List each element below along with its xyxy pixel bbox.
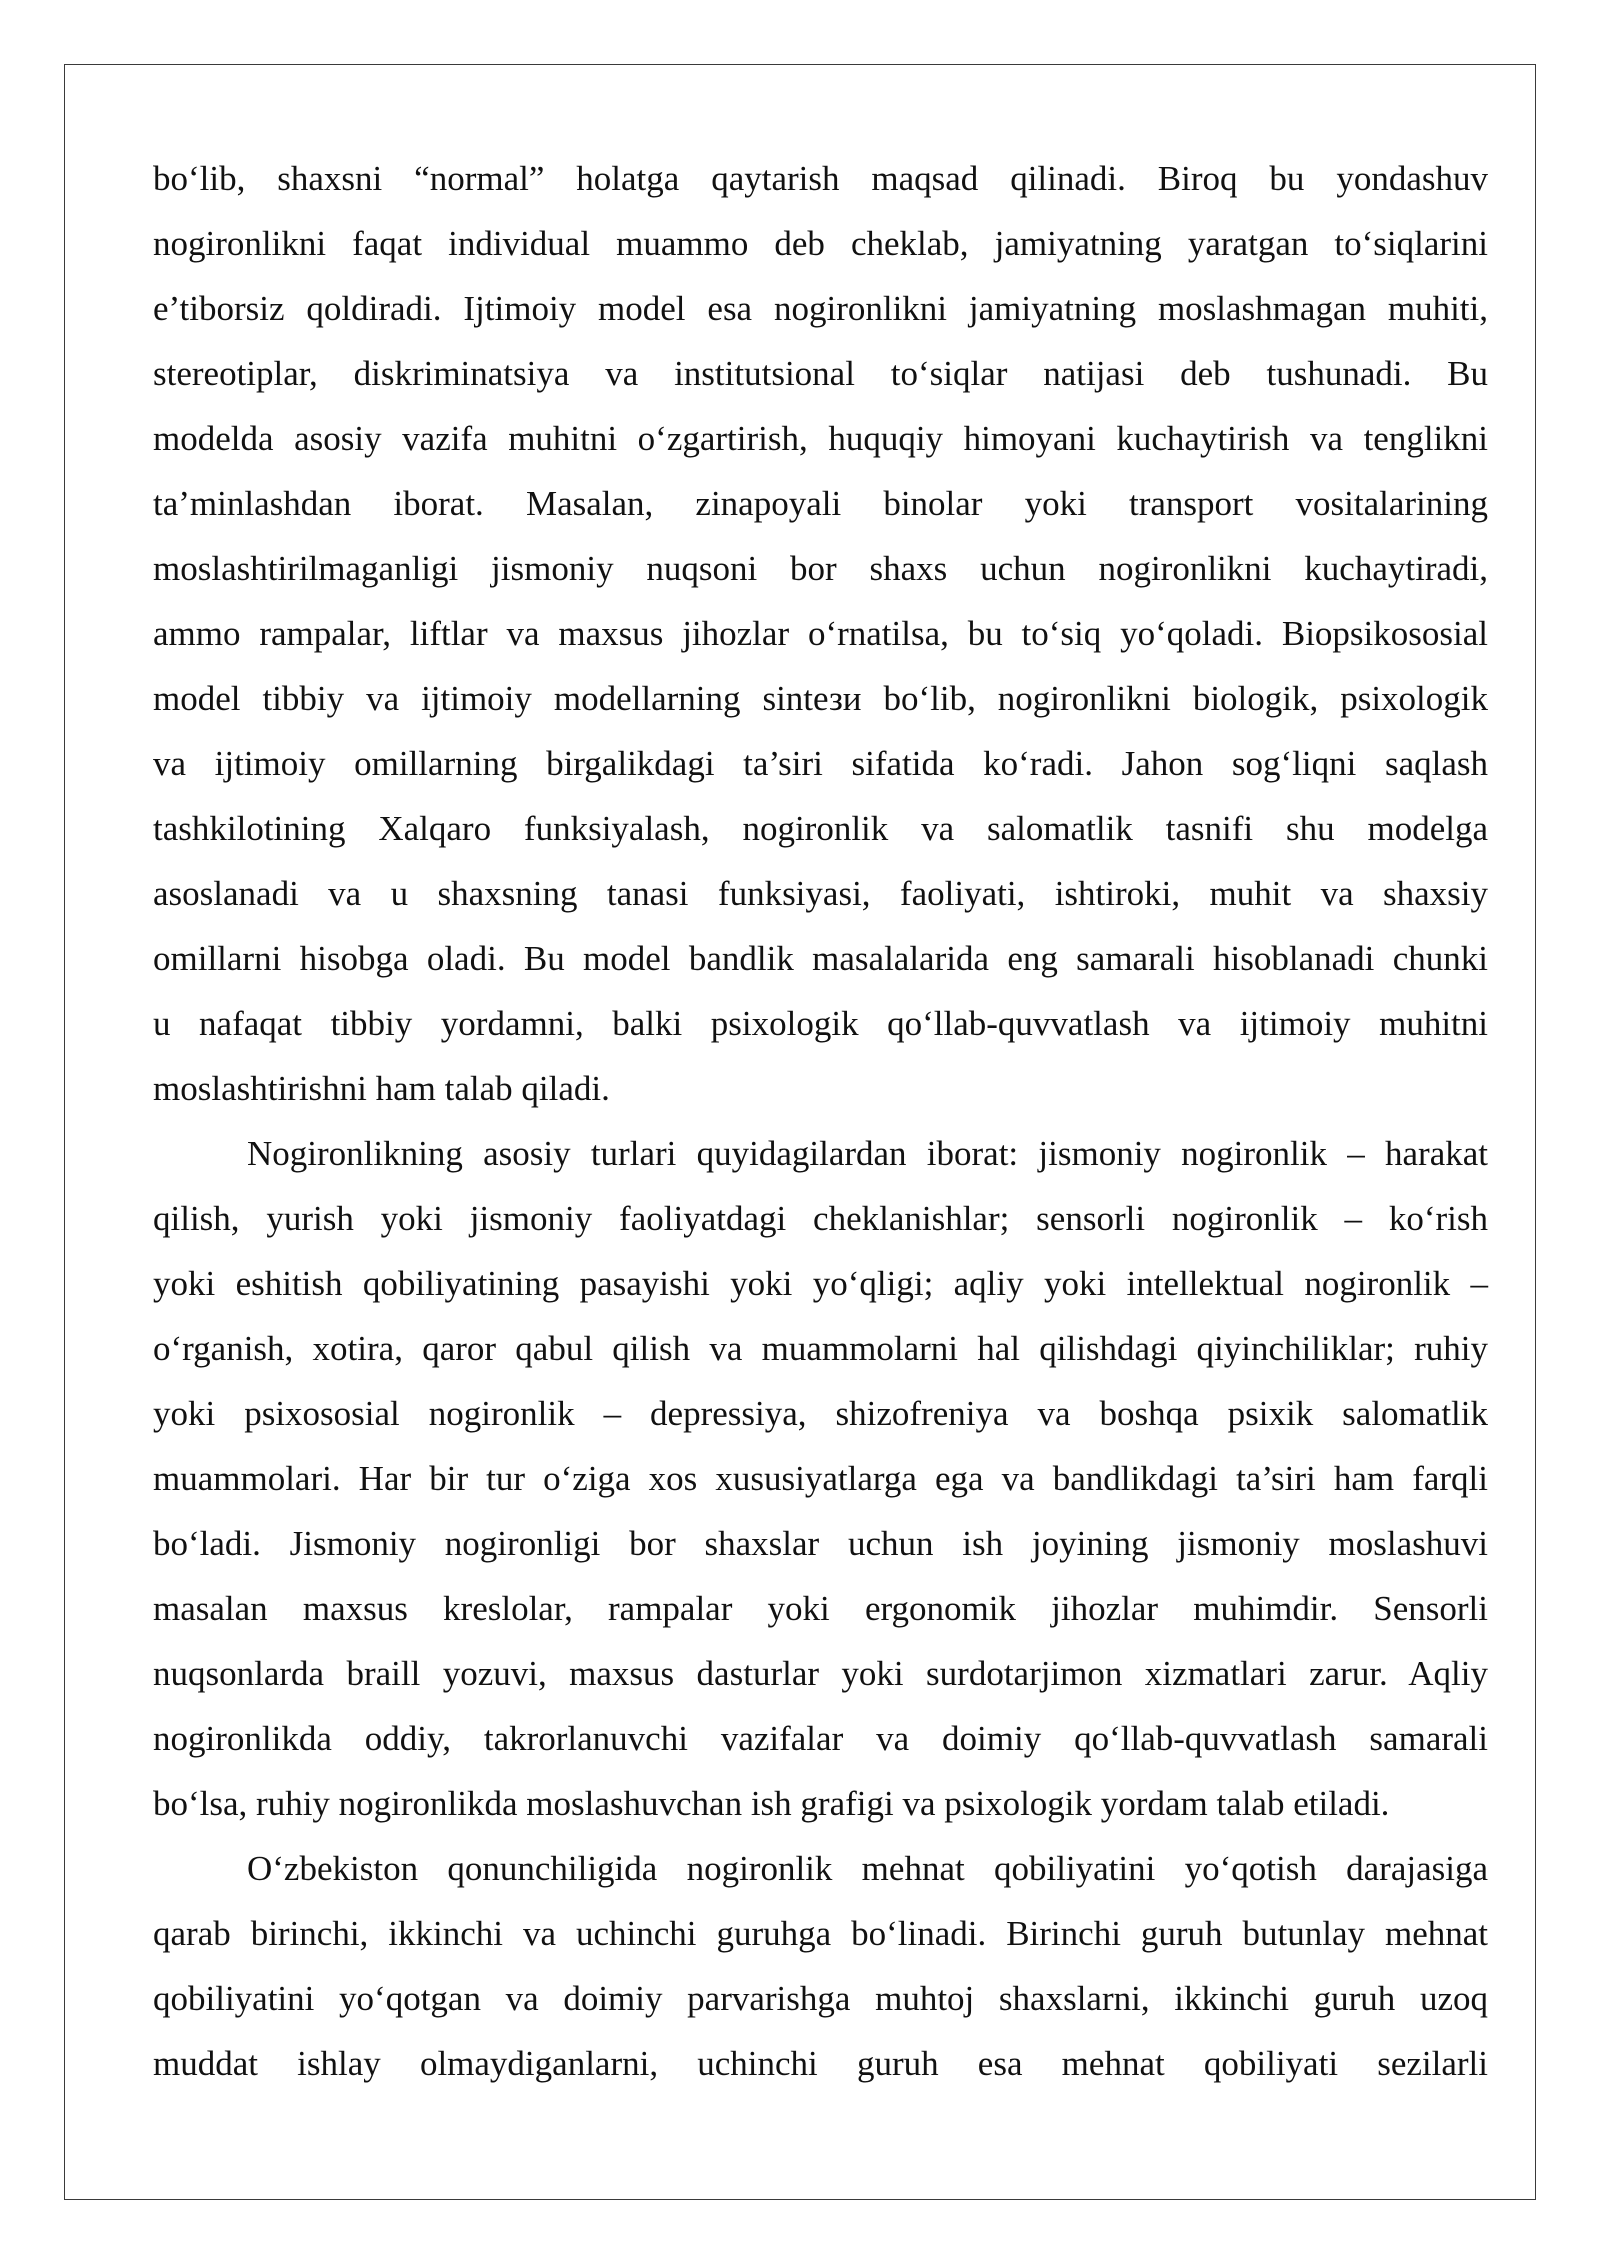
paragraph-3 [153,1836,1488,2096]
paragraph-1 [153,146,1488,1121]
text-line: omillarni hisobga oladi. Bu model bandlik masalalarida eng samarali hisoblanadi chunki [153,939,1488,978]
text-line: nogironlikda oddiy, takrorlanuvchi vazifalar va doimiy qo‘llab-quvvatlash samarali [153,1719,1488,1758]
text-line: o‘rganish, xotira, qaror qabul qilish va muammolarni hal qilishdagi qiyinchiliklar; ruhiy [153,1329,1488,1368]
text-line: Nogironlikning asosiy turlari quyidagilardan iborat: jismoniy nogironlik – harakat [247,1134,1488,1173]
text-line: nuqsonlarda braill yozuvi, maxsus dasturlar yoki surdotarjimon xizmatlari zarur. Aqliy [153,1654,1488,1693]
text-line: yoki eshitish qobiliyatining pasayishi yoki yo‘qligi; aqliy yoki intellektual nogironlik – [153,1264,1488,1303]
text-line: O‘zbekiston qonunchiligida nogironlik mehnat qobiliyatini yo‘qotish darajasiga [247,1849,1488,1888]
text-line: bo‘lsa, ruhiy nogironlikda moslashuvchan ish grafigi va psixologik yordam talab etiladi. [153,1784,1390,1823]
text-line: moslashtirishni ham talab qiladi. [153,1069,610,1108]
text-line: va ijtimoiy omillarning birgalikdagi ta’siri sifatida ko‘radi. Jahon sog‘liqni saqlash [153,744,1488,783]
text-line: stereotiplar, diskriminatsiya va institutsional to‘siqlar natijasi deb tushunadi. Bu [153,354,1488,393]
text-line: qobiliyatini yo‘qotgan va doimiy parvarishga muhtoj shaxslarni, ikkinchi guruh uzoq [153,1979,1488,2018]
text-line: u nafaqat tibbiy yordamni, balki psixologik qo‘llab-quvvatlash va ijtimoiy muhitni [153,1004,1488,1043]
text-line: moslashtirilmaganligi jismoniy nuqsoni bor shaxs uchun nogironlikni kuchaytiradi, [153,549,1488,588]
text-line: bo‘lib, shaxsni “normal” holatga qaytarish maqsad qilinadi. Biroq bu yondashuv [153,159,1488,198]
text-line: masalan maxsus kreslolar, rampalar yoki ergonomik jihozlar muhimdir. Sensorli [153,1589,1488,1628]
text-line: muddat ishlay olmaydiganlarni, uchinchi guruh esa mehnat qobiliyati sezilarli [153,2044,1488,2083]
text-line: tashkilotining Xalqaro funksiyalash, nogironlik va salomatlik tasnifi shu modelga [153,809,1488,848]
text-line: yoki psixososial nogironlik – depressiya, shizofreniya va boshqa psixik salomatlik [153,1394,1488,1433]
text-line: qarab birinchi, ikkinchi va uchinchi guruhga bo‘linadi. Birinchi guruh butunlay mehnat [153,1914,1488,1953]
text-line: bo‘ladi. Jismoniy nogironligi bor shaxslar uchun ish joyining jismoniy moslashuvi [153,1524,1488,1563]
text-line: e’tiborsiz qoldiradi. Ijtimoiy model esa nogironlikni jamiyatning moslashmagan muhiti, [153,289,1488,328]
text-line: ammo rampalar, liftlar va maxsus jihozlar o‘rnatilsa, bu to‘siq yo‘qoladi. Biopsikososial [153,614,1488,653]
document-body [153,146,1488,2096]
text-line: nogironlikni faqat individual muammo deb cheklab, jamiyatning yaratgan to‘siqlarini [153,224,1488,263]
paragraph-2 [153,1121,1488,1836]
text-line: qilish, yurish yoki jismoniy faoliyatdagi cheklanishlar; sensorli nogironlik – ko‘rish [153,1199,1488,1238]
text-line: asoslanadi va u shaxsning tanasi funksiyasi, faoliyati, ishtiroki, muhit va shaxsiy [153,874,1488,913]
text-line: muammolari. Har bir tur o‘ziga xos xususiyatlarga ega va bandlikdagi ta’siri ham farqli [153,1459,1488,1498]
text-line: modelda asosiy vazifa muhitni o‘zgartirish, huquqiy himoyani kuchaytirish va tenglikni [153,419,1488,458]
text-line: ta’minlashdan iborat. Masalan, zinapoyali binolar yoki transport vositalarining [153,484,1488,523]
text-line: model tibbiy va ijtimoiy modellarning sintези bo‘lib, nogironlikni biologik, psixologik [153,679,1488,718]
